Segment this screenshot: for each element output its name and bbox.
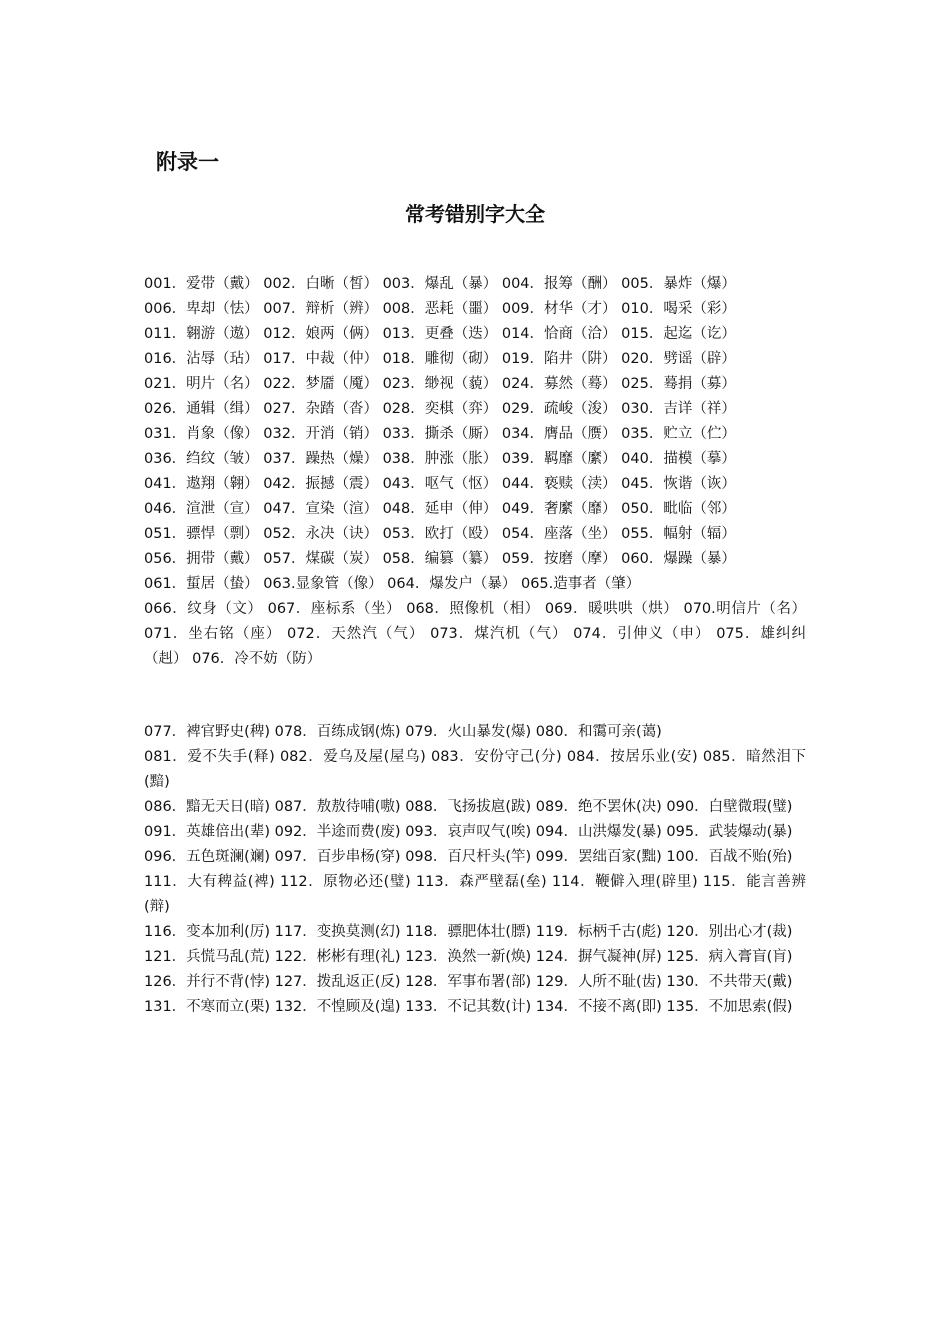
list-paragraph: 131．不寒而立(栗) 132．不惶顾及(遑) 133．不记其数(计) 134．不接不离(即) 135．不加思索(假) [144, 999, 793, 1015]
list-paragraph: 126．并行不背(悖) 127．拨乱返正(反) 128．军事布署(部) 129．人所不耻(齿) 130．不共带天(戴) [144, 974, 793, 990]
list-line: 056．拥带（戴） 057．煤碳（炭） 058．编篡（纂） 059．按磨（摩） 060．爆躁（暴） [144, 551, 736, 567]
list-line: 031．肖象（像） 032．开消（销） 033．撕杀（厮） 034．膺品（赝） 035．贮立（伫） [144, 426, 736, 442]
list-paragraph: 116．变本加利(厉) 117．变换莫测(幻) 118．骠肥体壮(膘) 119．标柄千古(彪) 120．别出心才(裁) [144, 924, 793, 940]
list-paragraph: 077．裨官野史(稗) 078．百练成钢(炼) 079．火山暴发(爆) 080．和霭可亲(蔼) [144, 724, 662, 740]
list-paragraph: 086．黯无天日(暗) 087．敖敖待哺(嗷) 088．飞扬拔扈(跋) 089．绝不罢休(决) 090．白壁微瑕(璧) [144, 799, 793, 815]
list-paragraph: 096．五色斑澜(斓) 097．百步串杨(穿) 098．百尺杆头(竿) 099．罢绌百家(黜) 100．百战不贻(殆) [144, 849, 793, 865]
list-line: 016．沾辱（玷） 017．中裁（仲） 018．雕彻（砌） 019．陷井（阱） 020．劈谣（辟） [144, 351, 736, 367]
list-paragraph: 066．纹身（文） 067．座标系（坐） 068．照像机（相） 069．暖哄哄（烘） 070.明信片（名） 071．坐右铭（座） 072．天然汽（气） 073．煤汽机（气） 074．引伸义（申） 075．雄纠纠（赳） 076．冷不妨（防） [144, 601, 806, 667]
page-title: 常考错别字大全 [405, 202, 545, 226]
appendix-heading: 附录一 [156, 150, 219, 174]
list-line: 001．爱带（戴） 002．白晰（皙） 003．爆乱（暴） 004．报筹（酬） 005．暴炸（爆） [144, 276, 736, 292]
list-paragraph: 111．大有稗益(裨) 112．原物必还(璧) 113．森严壁磊(垒) 114．鞭僻入理(辟里) 115．能言善辨(辩) [144, 874, 806, 915]
list-line: 046．渲泄（宣） 047．宣染（渲） 048．延申（伸） 049．奢縻（靡） 050．毗临（邻） [144, 501, 736, 517]
list-line: 026．通辑（缉） 027．杂踏（沓） 028．奕棋（弈） 029．疏峻（浚） 030．吉详（祥） [144, 401, 736, 417]
list-paragraph: 121．兵慌马乱(荒) 122．彬彬有理(礼) 123．涣然一新(焕) 124．摒气凝神(屏) 125．病入膏盲(肓) [144, 949, 793, 965]
list-line: 051．骠悍（剽） 052．永决（诀） 053．欧打（殴） 054．座落（坐） 055．幅射（辐） [144, 526, 736, 542]
list-paragraph: 091．英雄倍出(辈) 092．半途而费(废) 093．哀声叹气(唉) 094．山洪爆发(暴) 095．武装爆动(暴) [144, 824, 793, 840]
list-line: 036．绉纹（皱） 037．躁热（燥） 038．肿涨（胀） 039．羁靡（縻） 040．描模（摹） [144, 451, 736, 467]
list-paragraph: 081．爱不失手(释) 082．爱乌及屋(屋乌) 083．安份守己(分) 084．按居乐业(安) 085．暗然泪下(黯) [144, 749, 806, 790]
list-line: 011．翱游（遨） 012．娘两（俩） 013．更叠（迭） 014．恰商（洽） 015．起迄（讫） [144, 326, 736, 342]
list-line: 006．卑却（怯） 007．辩析（辨） 008．恶耗（噩） 009．材华（才） 010．喝采（彩） [144, 301, 736, 317]
list-line: 041．遨翔（翱） 042．振撼（震） 043．呕气（怄） 044．亵赎（渎） 045．恢谐（诙） [144, 476, 736, 492]
typo-list-section-1 [144, 272, 806, 672]
list-line: 061．蜇居（蛰） 063.显象管（像） 064．爆发户（暴） 065.造事者（肇） [144, 576, 641, 592]
list-line: 021．明片（名） 022．梦靥（魇） 023．缈视（藐） 024．募然（蓦） 025．蓦捐（募） [144, 376, 736, 392]
typo-list-section-2 [144, 720, 806, 1020]
